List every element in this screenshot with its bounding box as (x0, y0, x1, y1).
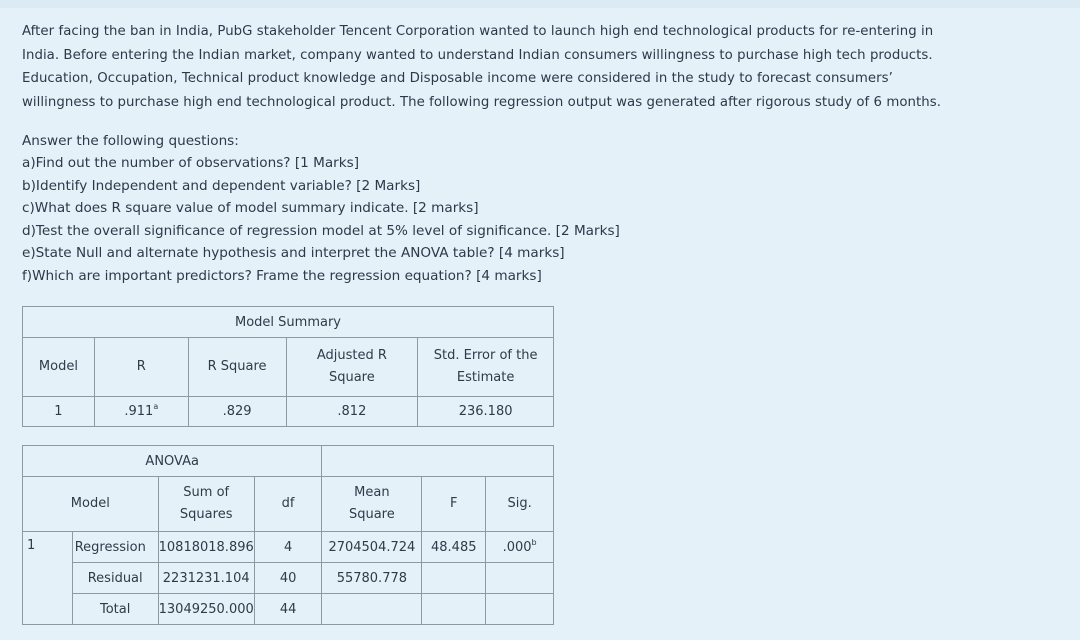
question-item: e)State Null and alternate hypothesis and interpret the ANOVA table? [4 marks] (22, 245, 565, 262)
questions-heading: Answer the following questions: (22, 133, 239, 149)
cell-r-square: .829 (188, 397, 286, 427)
cell-df: 4 (254, 532, 322, 563)
question-item: a)Find out the number of observations? [1 Marks] (22, 155, 360, 171)
cell-mean-square: 2704504.724 (322, 532, 422, 563)
cell-adjusted-r-square: .812 (286, 397, 418, 427)
cell-f: 48.485 (422, 532, 486, 563)
cell-sum-of-squares: 10818018.896 (158, 532, 254, 563)
problem-statement (22, 20, 1062, 114)
cell-r: .911$^a$ (94, 397, 188, 427)
anova-table (22, 445, 554, 625)
questions-list (22, 152, 620, 288)
cell-df: 40 (254, 563, 322, 594)
cell-row-label: Regression (72, 532, 158, 563)
cell-f (422, 594, 486, 625)
question-item: d)Test the overall significance of regression model at 5% level of significance. [2 Marks] (22, 222, 620, 239)
cell-sum-of-squares: 2231231.104 (158, 563, 254, 594)
header-mean-square: Mean Square (322, 477, 422, 532)
cell-std-error: 236.180 (418, 397, 554, 427)
cell-f (422, 563, 486, 594)
cell-sig (486, 563, 554, 594)
question-item: c)What does R square value of model summary indicate. [2 marks] (22, 200, 479, 217)
statement-line: After facing the ban in India, PubG stakeholder Tencent Corporation wanted to launch high end technological products for re-entering in (22, 24, 934, 39)
model-summary-table (22, 306, 554, 427)
statement-line: Education, Occupation, Technical product knowledge and Disposable income were considered in the study to forecast consumers’ (22, 71, 893, 86)
header-r-square: R Square (188, 338, 286, 397)
cell-row-label: Total (72, 594, 158, 625)
header-df: df (254, 477, 322, 532)
cell-sum-of-squares: 13049250.000 (158, 594, 254, 625)
header-sig: Sig. (486, 477, 554, 532)
header-model: Model (23, 338, 95, 397)
cell-mean-square: 55780.778 (322, 563, 422, 594)
statement-line: willingness to purchase high end technological product. The following regression output was generated after rigorous study of 6 months. (22, 94, 941, 110)
question-item: f)Which are important predictors? Frame the regression equation? [4 marks] (22, 267, 542, 284)
header-sum-of-squares: Sum of Squares (158, 477, 254, 532)
header-f: F (422, 477, 486, 532)
cell-model: 1 (23, 397, 95, 427)
cell-sig (486, 594, 554, 625)
statement-line: India. Before entering the Indian market, company wanted to understand Indian consumers willingness to purchase high tech products. (22, 47, 933, 63)
cell-mean-square (322, 594, 422, 625)
header-r: R (94, 338, 188, 397)
header-adjusted-r-square: Adjusted R Square (286, 338, 418, 397)
top-strip (0, 0, 1080, 8)
anova-title: ANOVAa (23, 446, 322, 477)
model-summary-title: Model Summary (23, 307, 554, 338)
anova-title-blank (322, 446, 554, 477)
cell-df: 44 (254, 594, 322, 625)
cell-sig: .000$^b$ (486, 532, 554, 563)
question-item: b)Identify Independent and dependent variable? [2 Marks] (22, 177, 421, 194)
header-std-error: Std. Error of the Estimate (418, 338, 554, 397)
cell-model-number: 1 (23, 532, 73, 625)
cell-row-label: Residual (72, 563, 158, 594)
header-model: Model (23, 477, 159, 532)
